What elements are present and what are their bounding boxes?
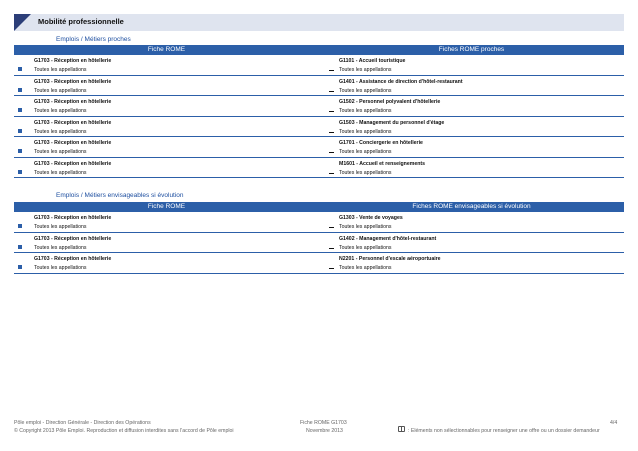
table-row <box>14 212 624 233</box>
bullet-icon <box>18 149 22 153</box>
target-rome-code: G1701 - Conciergerie en hôtellerie <box>339 140 423 146</box>
target-appellations: Toutes les appellations <box>339 149 392 155</box>
source-appellations: Toutes les appellations <box>34 67 87 73</box>
source-rome-code: G1703 - Réception en hôtellerie <box>34 235 112 242</box>
bullet-icon <box>18 67 22 71</box>
dash-icon <box>329 70 334 71</box>
source-appellations: Toutes les appellations <box>34 108 87 114</box>
source-rome-code: G1703 - Réception en hôtellerie <box>34 140 112 146</box>
target-appellations: Toutes les appellations <box>339 128 392 135</box>
footer-page-number: 4/4 <box>610 420 618 426</box>
dash-icon <box>329 227 334 228</box>
dash-icon <box>329 248 334 249</box>
dash-icon <box>329 91 334 92</box>
bullet-icon <box>18 245 22 249</box>
target-rome-code: G1303 - Vente de voyages <box>339 215 403 221</box>
source-appellations: Toutes les appellations <box>34 149 87 155</box>
target-rome-code: G1503 - Management du personnel d'étage <box>339 119 445 126</box>
target-appellations: Toutes les appellations <box>339 87 392 94</box>
source-rome-code: G1703 - Réception en hôtellerie <box>34 215 112 221</box>
source-rome-code: G1703 - Réception en hôtellerie <box>34 160 112 167</box>
table-body <box>14 55 624 178</box>
footer-date: Novembre 2013 <box>306 428 343 434</box>
bullet-icon <box>18 129 22 133</box>
book-icon <box>398 426 405 432</box>
source-rome-code: G1703 - Réception en hôtellerie <box>34 119 112 126</box>
column-header-left: Fiche ROME <box>147 203 186 210</box>
dash-icon <box>329 268 334 269</box>
bullet-icon <box>18 224 22 228</box>
target-rome-code: M1601 - Accueil et renseignements <box>339 160 426 167</box>
bullet-icon <box>18 170 22 174</box>
target-rome-code: G1401 - Assistance de direction d'hôtel-restaurant <box>339 78 463 85</box>
target-rome-code: G1502 - Personnel polyvalent d'hôtellerie <box>339 99 441 105</box>
section-header <box>14 14 624 31</box>
source-appellations: Toutes les appellations <box>34 169 87 176</box>
source-rome-code: G1703 - Réception en hôtellerie <box>34 99 112 105</box>
table-row <box>14 96 624 117</box>
table-row <box>14 117 624 138</box>
dash-icon <box>329 111 334 112</box>
target-appellations: Toutes les appellations <box>339 244 392 251</box>
target-rome-code: G1101 - Accueil touristique <box>339 58 406 64</box>
table-header <box>14 45 624 55</box>
dash-icon <box>329 173 334 174</box>
bullet-icon <box>18 265 22 269</box>
section-title: Mobilité professionnelle <box>38 17 124 26</box>
bullet-icon <box>18 88 22 92</box>
column-header-right: Fiches ROME proches <box>438 46 505 53</box>
source-appellations: Toutes les appellations <box>34 265 87 271</box>
table-subtitle: Emplois / Métiers proches <box>56 36 131 43</box>
column-header-left: Fiche ROME <box>147 46 186 53</box>
table-row <box>14 76 624 97</box>
target-appellations: Toutes les appellations <box>339 169 392 176</box>
table-row <box>14 55 624 76</box>
evolution-jobs-table <box>14 202 624 274</box>
dash-icon <box>329 132 334 133</box>
footer-note: : Eléments non sélectionnables pour renseigner une offre ou un dossier demandeur <box>408 428 600 434</box>
bullet-icon <box>18 108 22 112</box>
source-appellations: Toutes les appellations <box>34 128 87 135</box>
column-header-right: Fiches ROME envisageables si évolution <box>412 203 531 210</box>
target-appellations: Toutes les appellations <box>339 224 392 230</box>
table-row <box>14 137 624 158</box>
table-subtitle: Emplois / Métiers envisageables si évolution <box>56 192 184 199</box>
target-appellations: Toutes les appellations <box>339 265 392 271</box>
related-jobs-table <box>14 45 624 178</box>
source-rome-code: G1703 - Réception en hôtellerie <box>34 256 112 262</box>
footer-publisher: Pôle emploi - Direction Générale - Direction des Opérations <box>14 420 151 426</box>
source-rome-code: G1703 - Réception en hôtellerie <box>34 78 112 85</box>
target-appellations: Toutes les appellations <box>339 108 392 114</box>
section-corner-decoration <box>14 14 31 31</box>
table-row <box>14 233 624 254</box>
source-appellations: Toutes les appellations <box>34 224 87 230</box>
source-appellations: Toutes les appellations <box>34 244 87 251</box>
table-body <box>14 212 624 274</box>
source-appellations: Toutes les appellations <box>34 87 87 94</box>
dash-icon <box>329 152 334 153</box>
footer-copyright: © Copyright 2013 Pôle Emploi. Reproduction et diffusion interdites sans l'accord de Pôle emploi <box>14 428 234 434</box>
table-row <box>14 253 624 274</box>
target-appellations: Toutes les appellations <box>339 67 392 73</box>
table-row <box>14 158 624 179</box>
source-rome-code: G1703 - Réception en hôtellerie <box>34 58 112 64</box>
target-rome-code: G1402 - Management d'hôtel-restaurant <box>339 235 437 242</box>
target-rome-code: N2201 - Personnel d'escale aéroportuaire <box>339 256 441 262</box>
table-header <box>14 202 624 212</box>
footer-document-ref: Fiche ROME G1703 <box>300 420 347 426</box>
